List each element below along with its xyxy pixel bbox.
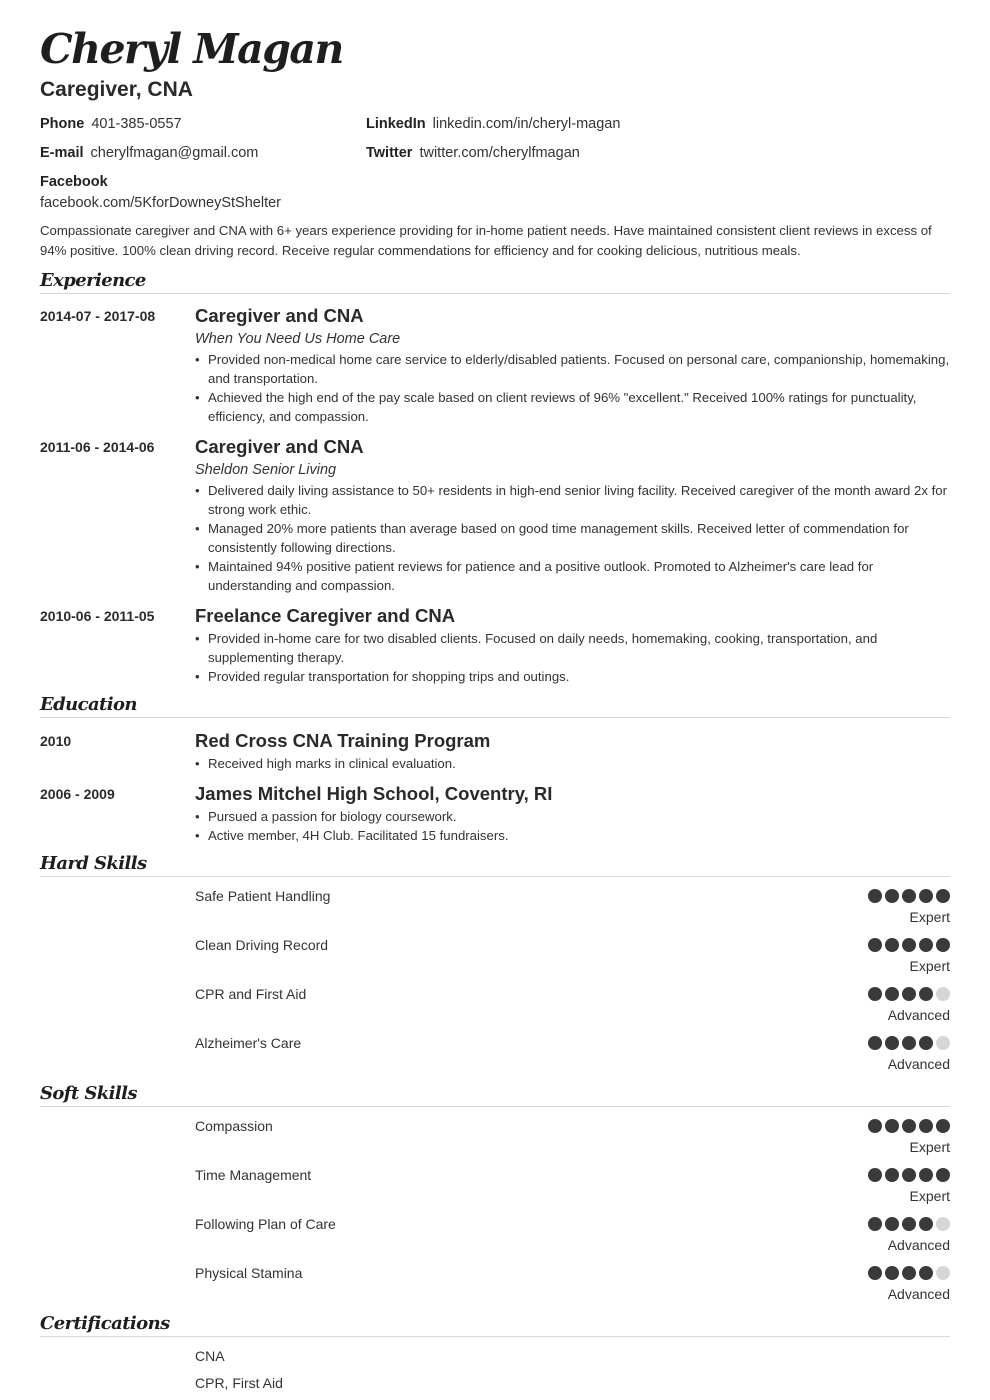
entry-role: Freelance Caregiver and CNA [195,605,456,626]
section-hard-skills [40,849,950,877]
contact-linkedin [366,114,620,134]
entry-dates: 2010-06 - 2011-05 [40,608,155,624]
rating-dot-filled [919,1217,933,1231]
contact-phone [40,114,182,134]
rating-dot-filled [902,1266,916,1280]
skill-rating [865,1168,950,1182]
rating-dot-filled [868,987,882,1001]
skill-row [195,1263,950,1307]
contact-label: LinkedIn [366,116,426,132]
rating-dot-filled [919,1119,933,1133]
rating-dot-filled [868,1119,882,1133]
bullet-item: • Provided non-medical home care service to elderly/disabled patients. Focused on personal care, companionship, homemaking, and transportation. [195,350,950,388]
entry-org: When You Need Us Home Care [195,331,401,347]
entry-school: James Mitchel High School, Coventry, RI [195,783,553,804]
skill-level: Expert [909,958,950,974]
skill-level: Advanced [887,1056,950,1072]
rating-dot-filled [902,987,916,1001]
email-link[interactable]: cherylfmagan@gmail.com [90,145,259,161]
rating-dot-filled [936,1119,950,1133]
skill-rating [865,1119,950,1133]
bullet-item: • Provided in-home care for two disabled clients. Focused on daily needs, homemaking, cooking, transportation, and supplementing therapy. [195,629,950,667]
rating-dot-filled [919,1266,933,1280]
skill-level: Advanced [887,1286,950,1302]
entry-role: Caregiver and CNA [195,436,364,457]
contact-label: Twitter [366,145,413,161]
section-title: Experience [40,270,146,291]
bullet-item: • Active member, 4H Club. Facilitated 15 fundraisers. [195,826,950,845]
section-certifications [40,1309,950,1337]
rating-dot-filled [868,1266,882,1280]
rating-dot-filled [902,1217,916,1231]
skill-name: CPR and First Aid [195,986,307,1002]
profile-summary: Compassionate caregiver and CNA with 6+ years experience providing for in-home patient needs. Have maintained consistent client reviews in excess of 94% positive. 100% clean driving record. Receive regular commendations for efficiency and for cooking delicious, nutritious meals. [40,223,932,258]
skill-rating [865,938,950,952]
rating-dot-empty [936,1217,950,1231]
skill-rating [865,1036,950,1050]
entry-bullets [195,350,950,426]
skill-rating [865,1266,950,1280]
skill-name: Compassion [195,1118,273,1134]
bullet-item: • Pursued a passion for biology coursework. [195,807,950,826]
rating-dot-filled [902,938,916,952]
skill-row [195,1033,950,1077]
bullet-item: • Provided regular transportation for shopping trips and outings. [195,667,950,686]
contact-facebook [40,172,281,213]
skill-level: Expert [909,1188,950,1204]
entry-dates: 2011-06 - 2014-06 [40,439,155,455]
skill-row [195,886,950,930]
section-title: Certifications [40,1313,170,1334]
rating-dot-filled [902,889,916,903]
rating-dot-filled [936,938,950,952]
bullet-item: • Delivered daily living assistance to 50+ residents in high-end senior living facility. Received caregiver of the month award 2x for strong work ethic. [195,481,950,519]
section-title: Education [40,694,137,715]
rating-dot-filled [919,938,933,952]
contact-twitter [366,143,580,163]
skill-name: Time Management [195,1167,312,1183]
entry-role: Caregiver and CNA [195,305,364,326]
rating-dot-filled [868,938,882,952]
entry-bullets [195,481,950,595]
rating-dot-filled [885,1266,899,1280]
contact-email [40,143,258,163]
certification-item: CPR, First Aid [195,1375,283,1391]
skill-name: Following Plan of Care [195,1216,336,1232]
skill-level: Advanced [887,1237,950,1253]
section-title: Soft Skills [40,1083,137,1104]
skill-level: Expert [909,909,950,925]
rating-dot-filled [885,1119,899,1133]
rating-dot-filled [902,1036,916,1050]
rating-dot-filled [885,1036,899,1050]
rating-dot-filled [885,987,899,1001]
entry-school: Red Cross CNA Training Program [195,730,491,751]
entry-bullets [195,807,950,845]
skill-name: Alzheimer's Care [195,1035,302,1051]
rating-dot-filled [868,1036,882,1050]
rating-dot-filled [885,1217,899,1231]
skill-row [195,1165,950,1209]
facebook-link[interactable]: facebook.com/5KforDowneyStShelter [40,195,281,211]
rating-dot-filled [868,1168,882,1182]
job-title: Caregiver, CNA [40,78,193,101]
contact-label: Phone [40,116,85,132]
entry-bullets [195,629,950,686]
certification-item: CNA [195,1348,225,1364]
entry-dates: 2010 [40,733,72,749]
contact-label: E-mail [40,145,84,161]
section-soft-skills [40,1079,950,1107]
rating-dot-filled [919,987,933,1001]
skill-name: Clean Driving Record [195,937,329,953]
rating-dot-empty [936,987,950,1001]
rating-dot-filled [868,1217,882,1231]
rating-dot-filled [919,889,933,903]
rating-dot-filled [936,1168,950,1182]
entry-org: Sheldon Senior Living [195,462,337,478]
skill-rating [865,889,950,903]
rating-dot-empty [936,1266,950,1280]
bullet-item: • Maintained 94% positive patient reviews for patience and a positive outlook. Promoted to Alzheimer's care lead for understanding and compassion. [195,557,950,595]
section-experience [40,266,950,294]
bullet-item: • Managed 20% more patients than average based on good time management skills. Received letter of commendation for consistently following directions. [195,519,950,557]
skill-level: Advanced [887,1007,950,1023]
skill-name: Physical Stamina [195,1265,303,1281]
skill-name: Safe Patient Handling [195,888,331,904]
skill-row [195,1214,950,1258]
skill-rating [865,987,950,1001]
entry-bullets [195,754,950,773]
rating-dot-filled [885,1168,899,1182]
entry-dates: 2014-07 - 2017-08 [40,308,156,324]
rating-dot-filled [885,889,899,903]
skill-level: Expert [909,1139,950,1155]
rating-dot-empty [936,1036,950,1050]
skill-row [195,984,950,1028]
linkedin-link[interactable]: linkedin.com/in/cheryl-magan [432,116,621,132]
rating-dot-filled [919,1036,933,1050]
rating-dot-filled [902,1168,916,1182]
skill-rating [865,1217,950,1231]
rating-dot-filled [868,889,882,903]
section-title: Hard Skills [40,853,147,874]
rating-dot-filled [936,889,950,903]
skill-row [195,1116,950,1160]
bullet-item: • Achieved the high end of the pay scale based on client reviews of 96% "excellent." Received 100% ratings for punctuality, efficiency, and compassion. [195,388,950,426]
twitter-link[interactable]: twitter.com/cherylfmagan [419,145,580,161]
candidate-name: Cheryl Magan [40,25,343,73]
rating-dot-filled [919,1168,933,1182]
entry-dates: 2006 - 2009 [40,786,115,802]
rating-dot-filled [885,938,899,952]
skill-row [195,935,950,979]
bullet-item: • Received high marks in clinical evaluation. [195,754,950,773]
contact-label: Facebook [40,174,108,190]
phone-value: 401-385-0557 [91,116,182,132]
section-education [40,690,950,718]
rating-dot-filled [902,1119,916,1133]
